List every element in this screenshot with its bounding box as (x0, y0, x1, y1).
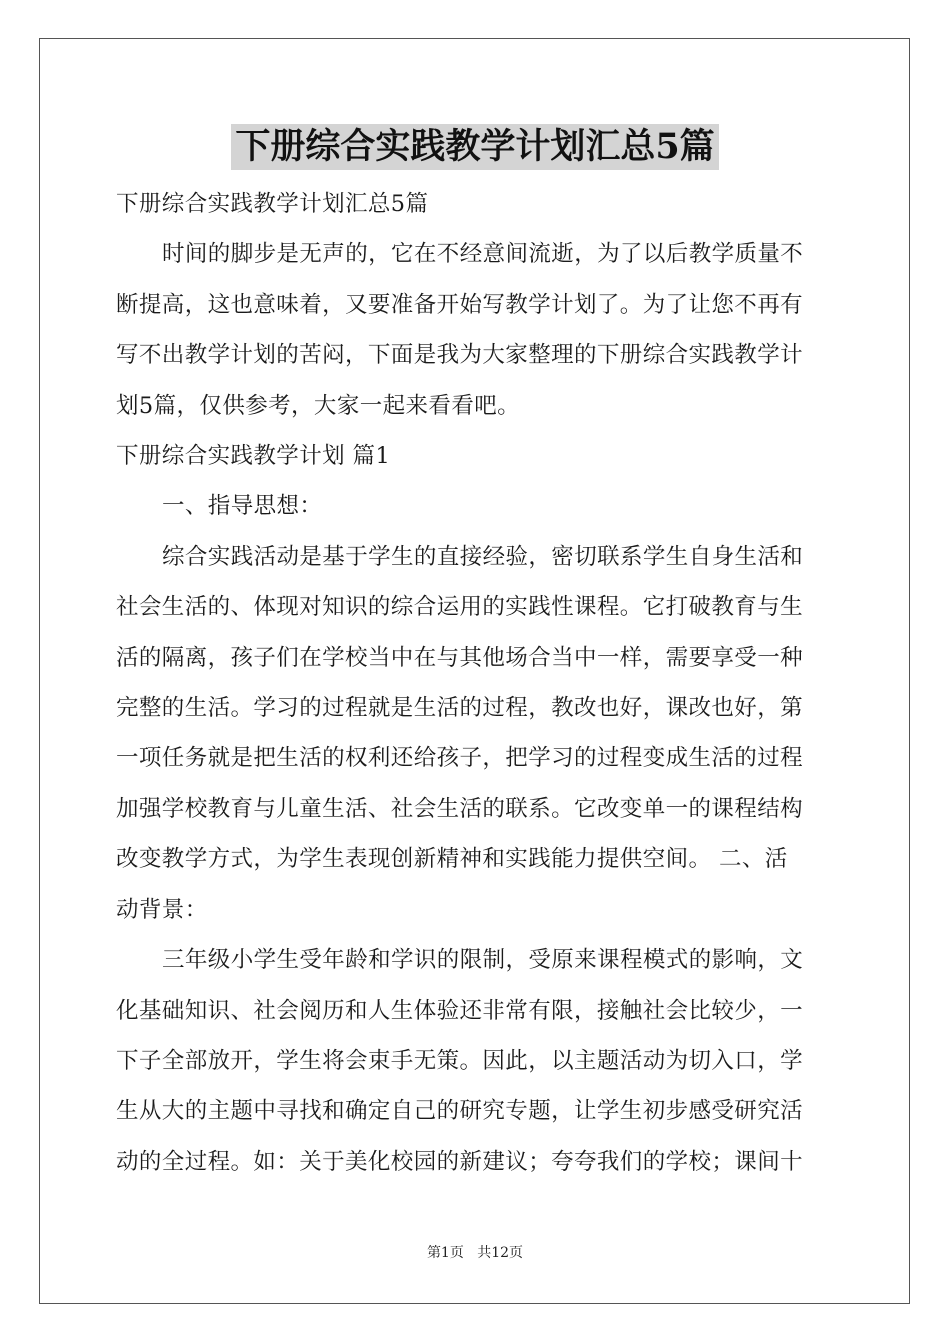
text-line: 断提高，这也意味着，又要准备开始写教学计划了。为了让您不再有 (116, 291, 804, 318)
text-line: 下册综合实践教学计划汇总5篇 (116, 191, 429, 217)
text-line: 改变教学方式，为学生表现创新精神和实践能力提供空间。 二、活 (116, 846, 788, 873)
page-total: 共12页 (477, 1245, 524, 1261)
text-line: 活的隔离，孩子们在学校当中在与其他场合当中一样，需要享受一种 (116, 644, 804, 671)
text-line: 写不出教学计划的苦闷，下面是我为大家整理的下册综合实践教学计 (116, 342, 804, 369)
text-line: 生从大的主题中寻找和确定自己的研究专题，让学生初步感受研究活 (116, 1098, 804, 1125)
text-line: 下子全部放开，学生将会束手无策。因此，以主题活动为切入口，学 (116, 1047, 804, 1074)
text-line: 社会生活的、体现对知识的综合运用的实践性课程。它打破教育与生 (116, 594, 804, 621)
text-line: 下册综合实践教学计划 篇1 (116, 443, 391, 470)
text-line: 时间的脚步是无声的，它在不经意间流逝，为了以后教学质量不 (162, 241, 804, 268)
page-number: 第1页 (426, 1245, 464, 1261)
text-line: 动的全过程。如：关于美化校园的新建议；夸夸我们的学校；课间十 (116, 1148, 804, 1175)
text-line: 划5篇，仅供参考，大家一起来看看吧。 (116, 392, 521, 419)
text-line: 综合实践活动是基于学生的直接经验，密切联系学生自身生活和 (162, 543, 804, 570)
text-line: 三年级小学生受年龄和学识的限制，受原来课程模式的影响，文 (162, 947, 804, 974)
text-line: 完整的生活。学习的过程就是生活的过程，教改也好，课改也好，第 (116, 695, 804, 722)
title-container (0, 124, 950, 170)
document-title: 下册综合实践教学计划汇总5篇 (231, 124, 718, 170)
page-footer (0, 1244, 950, 1262)
text-line: 一、指导思想： (162, 493, 323, 520)
text-line: 化基础知识、社会阅历和人生体验还非常有限，接触社会比较少，一 (116, 997, 804, 1024)
document-body (116, 179, 834, 1187)
text-line: 加强学校教育与儿童生活、社会生活的联系。它改变单一的课程结构 (116, 795, 804, 822)
text-line: 一项任务就是把生活的权利还给孩子，把学习的过程变成生活的过程 (116, 745, 804, 772)
text-line: 动背景： (116, 896, 208, 923)
